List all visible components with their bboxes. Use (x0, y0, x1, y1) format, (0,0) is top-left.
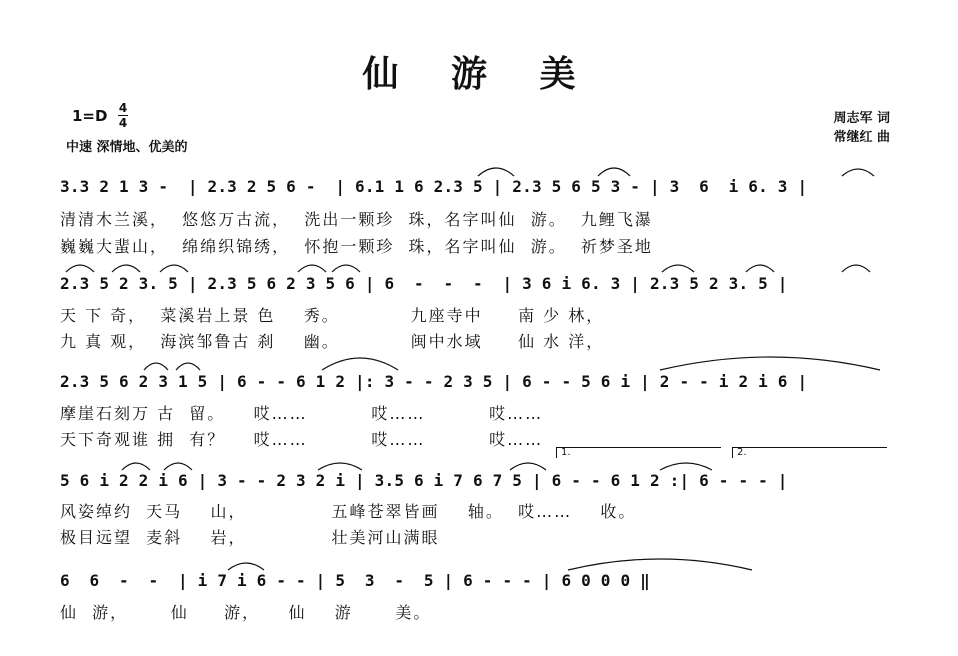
key-signature: 1=D (72, 107, 108, 125)
slur (298, 265, 326, 272)
slur (660, 463, 712, 470)
slur (842, 169, 874, 176)
notation-line-1: 3.3 2 1 3 - | 2.3 2 5 6 - | 6.1 1 6 2.3 5 | 2.3 5 6 5 3 - | 3 6 i 6. 3 | (60, 177, 808, 196)
volta-second-ending: 2. (732, 447, 887, 458)
time-signature-top: 4 (118, 101, 128, 115)
slur (322, 358, 398, 370)
notation-line-4: 5 6 i 2 2 i 6 | 3 - - 2 3 2 i | 3.5 6 i 7 6 7 5 | 6 - - 6 1 2 :| 6 - - - | (60, 471, 788, 490)
slur (164, 463, 192, 470)
lyric-line-4-verse-1: 风姿绰约 天马 山， 五峰苍翠皆画 轴。 哎…… 收。 (60, 502, 637, 521)
lyricist-credit: 周志军 词 (833, 111, 890, 126)
lyric-line-2-verse-1: 天 下 奇， 菜溪岩上景 色 秀。 九座寺中 南 少 林， (60, 306, 605, 325)
lyric-line-3-verse-1: 摩崖石刻万 古 留。 哎…… 哎…… 哎…… (60, 404, 544, 423)
slur (332, 265, 360, 272)
notation-line-5: 6 6 - - | i 7 i 6 - - | 5 3 - 5 | 6 - - - | 6 0 0 0 ‖ (60, 571, 650, 590)
slur (112, 265, 140, 272)
slur (66, 265, 94, 272)
lyric-line-3-verse-2: 天下奇观谁 拥 有？ 哎…… 哎…… 哎…… (60, 430, 544, 449)
song-title: 仙 游 美 (362, 54, 596, 95)
slur (228, 563, 264, 570)
lyric-line-2-verse-2: 九 真 观， 海滨邹鲁古 刹 幽。 闽中水域 仙 水 洋， (60, 332, 605, 351)
notation-line-3: 2.3 5 6 2 3 1 5 | 6 - - 6 1 2 |: 3 - - 2 3 5 | 6 - - 5 6 i | 2 - - i 2 i 6 | (60, 372, 808, 391)
slur (598, 168, 630, 176)
slur (122, 463, 150, 470)
slur (842, 265, 870, 272)
time-signature (118, 102, 128, 129)
lyric-line-5-verse-1: 仙 游， 仙 游， 仙 游 美。 (60, 603, 432, 622)
lyric-line-1-verse-1: 清清木兰溪， 悠悠万古流， 洗出一颗珍 珠，名字叫仙 游。 九鲤飞瀑 (60, 210, 653, 229)
slur (478, 168, 514, 176)
notation-line-2: 2.3 5 2 3. 5 | 2.3 5 6 2 3 5 6 | 6 - - - | 3 6 i 6. 3 | 2.3 5 2 3. 5 | (60, 274, 788, 293)
lyric-line-1-verse-2: 巍巍大蜚山， 绵绵织锦绣， 怀抱一颗珍 珠，名字叫仙 游。 祈梦圣地 (60, 237, 653, 256)
lyric-line-4-verse-2: 极目远望 麦斜 岩， 壮美河山满眼 (60, 528, 440, 547)
tempo-marking: 中速 深情地、优美的 (66, 140, 188, 155)
slur (746, 265, 774, 272)
slur (160, 265, 188, 272)
slur (568, 559, 752, 570)
slur (662, 265, 694, 272)
slur (660, 357, 880, 370)
volta-first-ending: 1. (556, 447, 721, 458)
composer-credit: 常继红 曲 (833, 130, 890, 145)
slur (144, 363, 168, 370)
slur (176, 363, 200, 370)
slur (318, 463, 362, 470)
time-signature-bottom: 4 (118, 116, 128, 130)
slur (510, 463, 546, 470)
